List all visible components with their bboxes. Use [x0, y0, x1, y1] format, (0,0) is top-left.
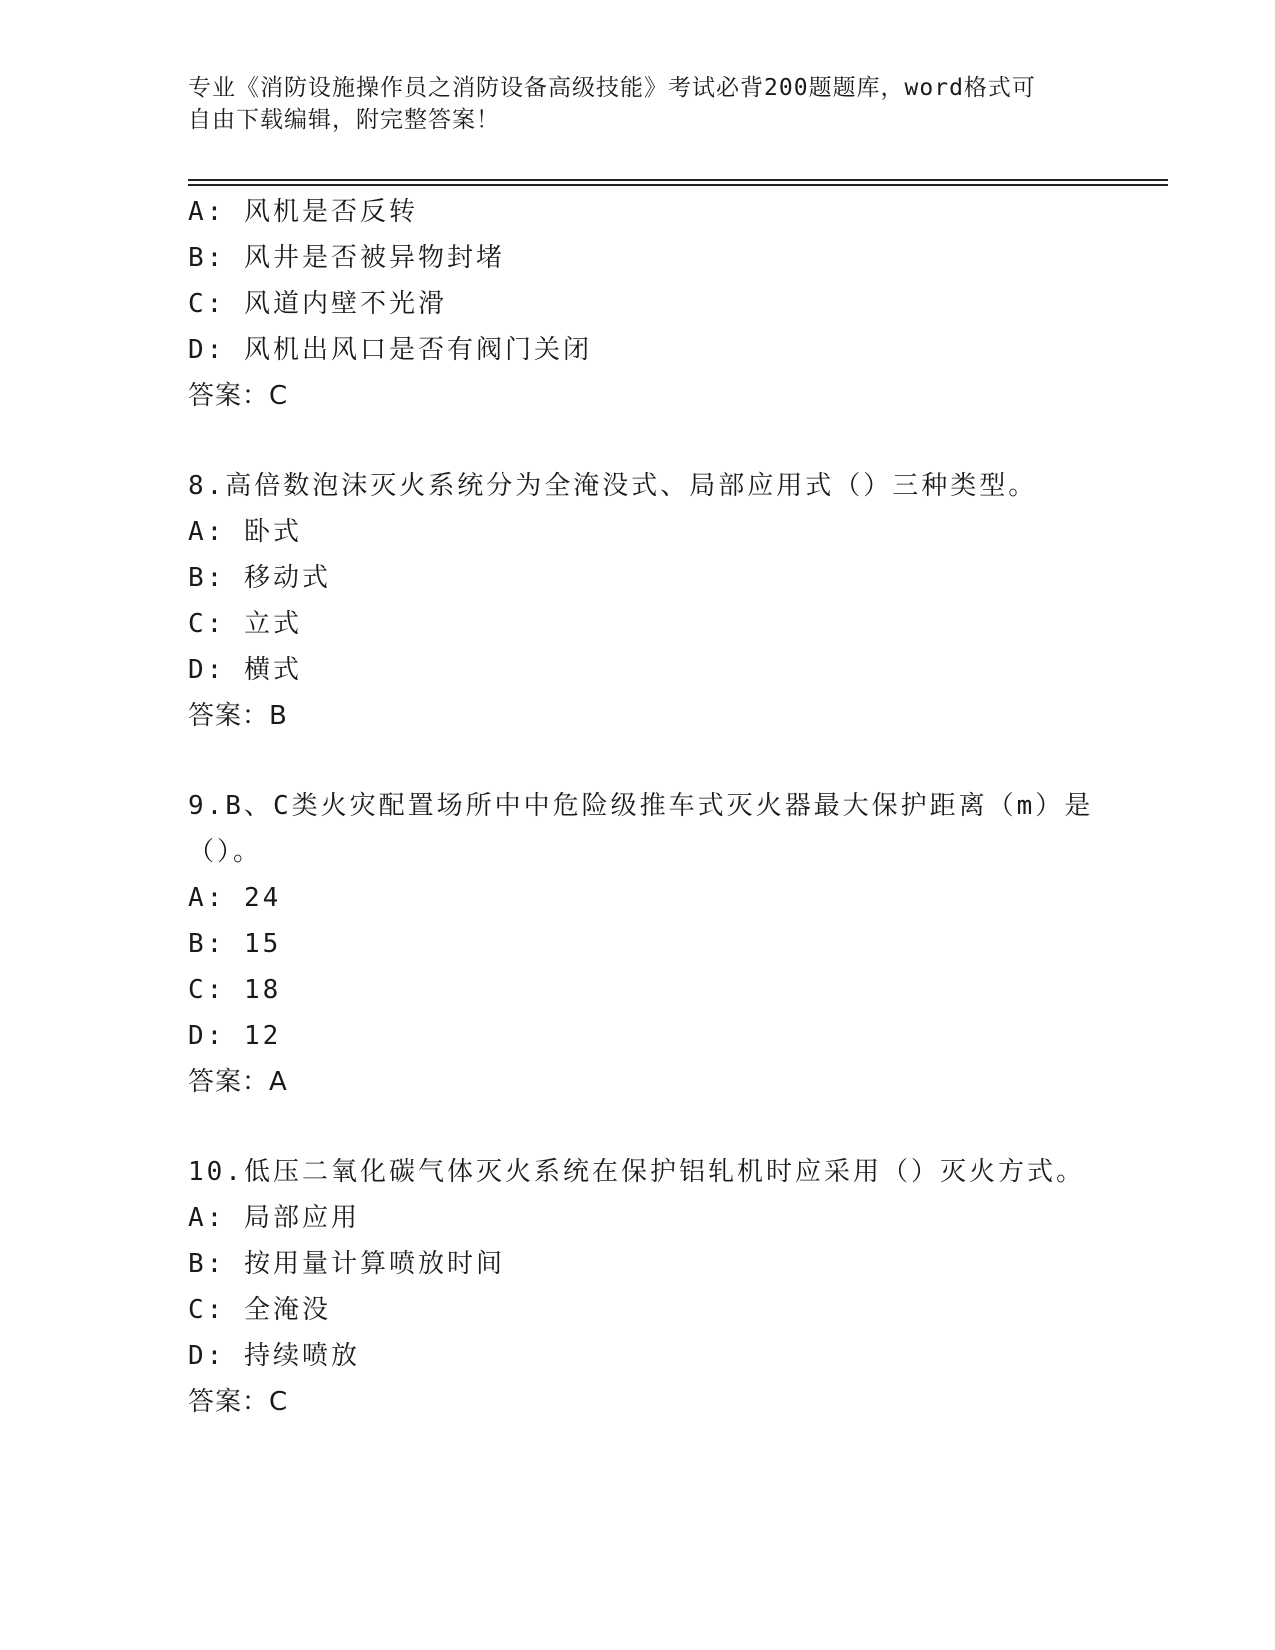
option-b: B: 15 [188, 929, 282, 959]
option-a: A: 风机是否反转 [188, 197, 418, 227]
option-a: A: 24 [188, 883, 282, 913]
question-text: 8.高倍数泡沫灭火系统分为全淹没式、局部应用式（）三种类型。 [188, 471, 1038, 501]
question-text-line-2: （）。 [188, 837, 263, 867]
question-block-9 [188, 783, 1094, 1105]
option-a: A: 局部应用 [188, 1203, 360, 1233]
option-a: A: 卧式 [188, 517, 302, 547]
question-text: 10.低压二氧化碳气体灭火系统在保护铝轧机时应采用（）灭火方式。 [188, 1157, 1085, 1187]
header-divider-bottom [188, 184, 1168, 186]
option-d: D: 横式 [188, 655, 302, 685]
option-d: D: 12 [188, 1021, 282, 1051]
option-c: C: 全淹没 [188, 1295, 331, 1325]
option-d: D: 持续喷放 [188, 1341, 360, 1371]
spacer [188, 739, 1088, 783]
question-list [188, 189, 1094, 1425]
document-header [188, 72, 1088, 136]
option-b: B: 按用量计算喷放时间 [188, 1249, 505, 1279]
option-c: C: 风道内壁不光滑 [188, 289, 447, 319]
answer-line: 答案：C [188, 1387, 289, 1417]
option-b: B: 移动式 [188, 563, 331, 593]
header-divider-top [188, 179, 1168, 181]
header-line-1: 专业《消防设施操作员之消防设备高级技能》考试必背200题题库，word格式可 [188, 75, 1036, 101]
answer-line: 答案：C [188, 381, 289, 411]
question-block-10 [188, 1149, 1088, 1425]
header-line-2: 自由下载编辑，附完整答案！ [188, 107, 500, 133]
answer-line: 答案：A [188, 1067, 288, 1097]
option-b: B: 风井是否被异物封堵 [188, 243, 505, 273]
question-block-7 [188, 189, 1088, 419]
option-c: C: 立式 [188, 609, 302, 639]
option-d: D: 风机出风口是否有阀门关闭 [188, 335, 592, 365]
option-c: C: 18 [188, 975, 282, 1005]
spacer [188, 419, 1088, 463]
answer-line: 答案：B [188, 701, 288, 731]
question-block-8 [188, 463, 1088, 739]
question-text-line-1: 9.B、C类火灾配置场所中中危险级推车式灭火器最大保护距离（m）是 [188, 791, 1094, 821]
spacer [188, 1105, 1088, 1149]
